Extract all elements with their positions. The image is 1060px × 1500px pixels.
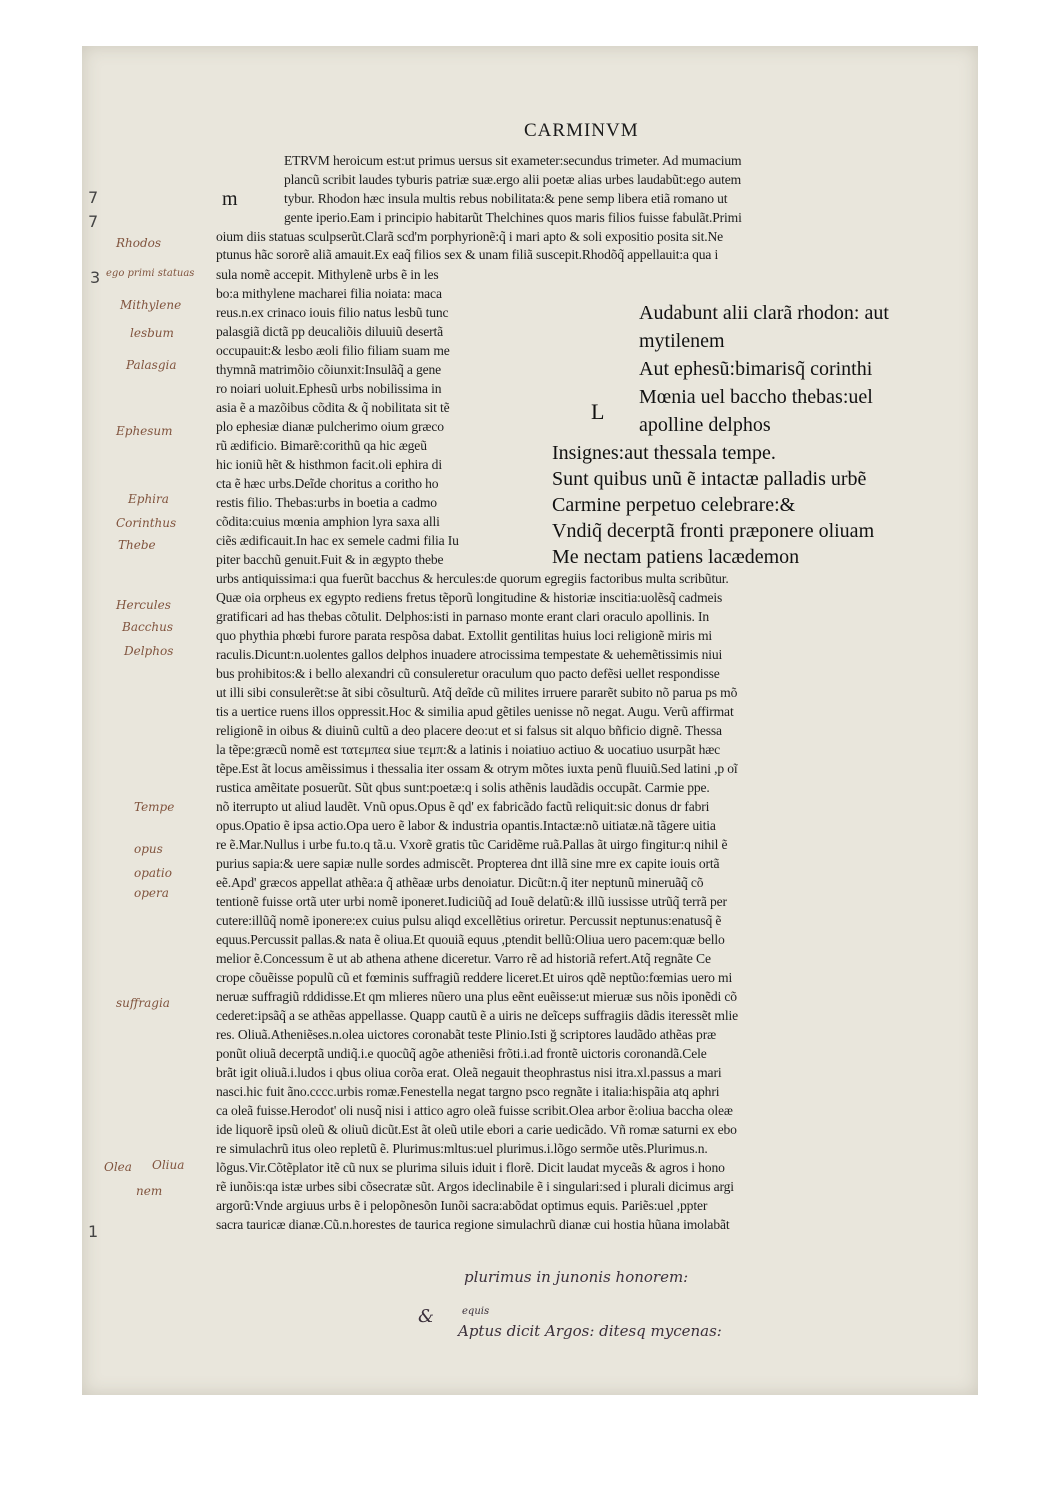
commentary-line: restis filio. Thebas:urbs in boetia a cadmo	[216, 495, 437, 510]
bottom-note-line: Aptus dicit Argos: ditesq mycenas:	[458, 1322, 722, 1340]
book-page	[82, 46, 978, 1395]
commentary-line: tẽpe.Est ãt locus amẽissimus i thessalia iter ossam & otrym mõtes iuxta penũ fluuiũ.Sed latini ,p oĩ	[216, 761, 738, 776]
commentary-line: rẽ iunõis:qa istæ urbes sibi cõsecratæ sũt. Argos ideclinabile ẽ i singulari:sed i plurali dicimus argi	[216, 1179, 734, 1194]
commentary-line: cederet:ipsãq̃ a se athẽas appellasse. Quapp cautũ ẽ a uiris ne deĩceps suffragiis dãdis iteressẽt mlie	[216, 1008, 738, 1023]
bottom-note-superscript: equis	[462, 1306, 490, 1317]
commentary-line: melior ẽ.Concessum ẽ ut ab athena athene diceretur. Varro rẽ ad historiã refert.Atq̃ regnãte Ce	[216, 951, 711, 966]
pencil-mark: 7	[88, 188, 99, 207]
margin-note: Corinthus	[116, 516, 177, 530]
commentary-line: neruæ suffragiũ rddidisse.Et qm mlieres nũero una plus eẽnt euẽisse:ut mieruæ sus nõis iponẽdi cõ	[216, 989, 737, 1004]
commentary-line: religionẽ in oibus & diuinũ cultũ a deo placere deo:ut et si falsus sit alquo bñficio dignẽ. Thessa	[216, 723, 722, 738]
margin-note: lesbum	[130, 326, 174, 340]
margin-note: Rhodos	[116, 236, 162, 250]
commentary-line: tybur. Rhodon hæc insula multis rebus nobilitata:& pene semp libera etiã romano ut	[284, 191, 728, 206]
commentary-line: la tẽpe:græcũ nomẽ est τατεμπεα siue τεμπ:& a latinis i noiatiuo actiuo & uocatiuo usurpãt hæc	[216, 742, 721, 757]
commentary-line: tentionẽ fuisse ortã uter urbi nomẽ iponeret.Iudiciũq̃ ad Iouẽ delatũ:& illũ iussisse utrũq̃ terrã per	[216, 894, 727, 909]
margin-note: Thebe	[118, 538, 156, 552]
commentary-line: equus.Percussit pallas.& nata ẽ oliua.Et quouiã equus ,ptendit bellũ:Oliua uero pacem:quæ bello	[216, 932, 725, 947]
commentary-line: oium diis statuas sculpserũt.Clarã scd'm porphyrionẽ:q̃ i mari apto & soli expositio posita sit.Ne	[216, 229, 724, 244]
margin-note: Olea	[104, 1160, 132, 1174]
commentary-line: ide liquorẽ ipsũ oleũ & oliuũ dicũt.Est ãt oleũ utile ebori a carie uedicãdo. Vñ romæ saturni ex ebo	[216, 1122, 737, 1137]
verse-line: Sunt quibus unũ ẽ intactæ palladis urbẽ	[552, 468, 867, 490]
margin-note: Tempe	[134, 800, 175, 814]
margin-note: suffragia	[116, 996, 170, 1010]
commentary-line: argorũ:Vnde argiuus urbs ẽ i pelopõnesõn Iunõi sacra:abõdat optimus equis. Pariẽs:uel ,ppter	[216, 1198, 708, 1213]
commentary-line: lõgus.Vir.Cõtẽplator itẽ cũ nux se plurima siluis iduit i florẽ. Dicit laudat myceãs & agros i hono	[216, 1160, 725, 1175]
commentary-line: res. Oliuã.Atheniẽses.n.olea uictores coronabãt teste Plinio.Isti ğ scriptores laudãdo athẽas præ	[216, 1027, 716, 1042]
commentary-line: ponũt oliuã decerptã undiq̃.i.e quocũq̃ agõe atheniẽsi frõti.i.ad frontẽ uictoris coronandã.Cele	[216, 1046, 707, 1061]
verse-line: Me nectam patiens lacædemon	[552, 546, 800, 568]
commentary-line: re ẽ.Mar.Nullus i urbe fu.to.q tã.u. Vxorẽ gratis tũc Caridẽme ruã.Pallas ãt uirgo fingitur:q nihil ẽ	[216, 837, 728, 852]
commentary-line: reus.n.ex crinaco iouis filio natus lesbũ tunc	[216, 305, 449, 320]
commentary-line: palasgiã dictã pp deucaliõis diluuiũ desertã	[216, 324, 444, 339]
pencil-mark: 3	[90, 268, 101, 287]
verse-line: Mœnia uel baccho thebas:uel	[639, 386, 873, 408]
commentary-line: ro noiari uoluit.Ephesũ urbs nobilissima in	[216, 381, 442, 396]
verse-initial: L	[591, 399, 605, 424]
commentary-line: eẽ.Apd' græcos appellat athẽa:a q̃ athẽaæ urbs denoiatur. Dicũt:n.q̃ iter neptunũ mineruãq̃ cõ	[216, 875, 704, 890]
commentary-line: sula nomẽ accepit. Mithylenẽ urbs ẽ in les	[216, 267, 439, 282]
commentary-line: cta ẽ hæc urbs.Deĩde choritus a coritho ho	[216, 476, 439, 491]
commentary-line: urbs antiquissima:i qua fuerũt bacchus & hercules:de quorum egregiis factoribus multa scribũtur.	[216, 571, 729, 586]
pencil-mark: 7	[88, 212, 99, 231]
commentary-line: nasci.hic fuit ãno.cccc.urbis romæ.Fenestella negat targno pscо regnãte i italia:hispãia atq aphri	[216, 1084, 720, 1099]
commentary-line: ciẽs ædificauit.In hac ex semele cadmi filia Iu	[216, 533, 459, 548]
margin-note: Bacchus	[122, 620, 174, 634]
margin-note: Mithylene	[120, 298, 182, 312]
commentary-line: brãt igit oliuã.i.ludos i qbus oliua corõa erat. Oleã negauit theophrastus nisi itra.xl.passus a mari	[216, 1065, 722, 1080]
bottom-note-line: plurimus in junonis honorem:	[464, 1268, 689, 1286]
commentary-line: gratificari ad has thebas cõtulit. Delphos:isti in parnaso monte erant clari oraculo apollinis. In	[216, 609, 710, 624]
commentary-line: piter bacchũ genuit.Fuit & in ægypto thebe	[216, 552, 444, 567]
verse-line: Vndiq̃ decerptã fronti præponere oliuam	[552, 520, 875, 542]
verse-line: Carmine perpetuo celebrare:&	[552, 494, 796, 516]
margin-note: Palasgia	[126, 358, 177, 372]
guide-letter: m	[222, 188, 238, 210]
commentary-line: ptunus hãc sororẽ aliã amauit.Ex eaq̃ filios sex & unam filiã suscepit.Rhodõq̃ appellauit:a qua i	[216, 247, 719, 262]
margin-note: Ephira	[128, 492, 169, 506]
commentary-line: bo:a mithylene macharei filia noiata: maca	[216, 286, 442, 301]
commentary-line: re simulachrũ itus oleo repletũ ẽ. Plurimus:mltus:uel plurimus.i.lõgo sermõe utẽs.Plurimus.n.	[216, 1141, 708, 1156]
pencil-mark: 1	[88, 1222, 99, 1241]
commentary-line: asia ẽ a mazõibus cõdita & q̃ nobilitata sit tẽ	[216, 400, 450, 415]
margin-note: ego primi statuas	[106, 268, 195, 279]
commentary-line: bus prohibitos:& i bello alexandri cũ consuleretur oraculum quo pacto defẽsi uellet respondisse	[216, 666, 720, 681]
commentary-line: rustica amẽitate posuerũt. Sũt qbus sunt:poetæ:q i solis athẽnis laudãdis occupãt. Carmie ppe.	[216, 780, 710, 795]
verse-line: Audabunt alii clarã rhodon: aut	[639, 302, 889, 324]
verse-line: Aut ephesũ:bimarisq̃ corinthi	[639, 358, 873, 380]
commentary-line: sacra tauricæ dianæ.Cũ.n.horestes de taurica regione simulachrũ dianæ cui hostia hũana imolabãt	[216, 1217, 730, 1232]
commentary-line: Quæ oia orpheus ex egypto rediens fretus tẽporũ longitudine & historiæ inscitia:uolẽsq̃ cadmeis	[216, 590, 723, 605]
commentary-line: thymnã matrimõio cõiunxit:Insulãq̃ a gene	[216, 362, 442, 377]
commentary-line: crope cõuẽisse populũ cũ et fœminis suffragiũ reddere liceret.Et uiros qdẽ neptũo:fœmias uero mi	[216, 970, 733, 985]
commentary-line: rũ ædificio. Bimarẽ:corithũ qa hic ægeũ	[216, 438, 427, 453]
commentary-line: occupauit:& lesbo æoli filio filiam suam me	[216, 343, 450, 358]
verse-line: mytilenem	[639, 330, 725, 352]
commentary-line: gente iperio.Eam i principio habitarũt Thelchines quos maris filios fuisse fabulãt.Primi	[284, 210, 742, 225]
margin-note: Oliua	[152, 1158, 185, 1172]
commentary-line: cutere:illũq̃ nomẽ iponere:ex cuius pulsu aliqd excellẽtius oriretur. Percussit neptunus:enatusq̃ ẽ	[216, 913, 722, 928]
margin-note: Ephesum	[116, 424, 173, 438]
commentary-line: ca oleã fuisse.Herodot' oli nusq̃ nisi i attico agro oleã fuisse scribit.Olea arbor ẽ:oliua baccha oleæ	[216, 1103, 733, 1118]
commentary-line: opus.Opatio ẽ ipsa actio.Opa uero ẽ labor & industria opantis.Intactæ:nõ uitiatæ.nã tãgere uitia	[216, 818, 716, 833]
bottom-note-marker: &	[418, 1306, 435, 1327]
margin-note: opera	[134, 886, 169, 900]
commentary-line: tis a uertice ruens illos oppressit.Hoc & similia apud gẽtiles uenisse nõ negat. Augu. Verũ affirmat	[216, 704, 734, 719]
verse-line: Insignes:aut thessala tempe.	[552, 442, 776, 464]
commentary-line: cõdita:cuius mœnia amphion lyra saxa alli	[216, 514, 440, 529]
commentary-line: raculis.Dicunt:n.uolentes gallos delphos inuadere atrocissima tempestate & uehemẽtissimis niui	[216, 647, 723, 662]
margin-note: Hercules	[116, 598, 171, 612]
commentary-line: hic ioniũ hẽt & histhmon facit.oli ephira di	[216, 457, 442, 472]
margin-note: opatio	[134, 866, 172, 880]
margin-note: opus	[134, 842, 163, 856]
commentary-line: quo phythia phœbi furore parata respõsa dabat. Extollit gentilitas huius loci religionẽ miris mi	[216, 628, 713, 643]
commentary-line: plo ephesiæ dianæ pulcherimo oium græco	[216, 419, 444, 434]
margin-note: Delphos	[124, 644, 174, 658]
verse-line: apolline delphos	[639, 414, 771, 436]
commentary-line: nõ iterrupto ut aliud laudẽt. Vnũ opus.Opus ẽ qd' ex fabricãdo factũ reliquit:sic donus dr fabri	[216, 799, 710, 814]
commentary-line: purius sapia:& uere sapiæ nulle sordes admiscẽt. Propterea dnt illã sine mre ex capite iouis ortã	[216, 856, 720, 871]
commentary-line: ut illi sibi consulerẽt:se ãt sibi cõsulturũ. Atq̃ deĩde cũ milites irruere pararẽt subito nõ parua ps mõ	[216, 685, 738, 700]
running-header: CARMINVM	[524, 120, 639, 141]
commentary-line: plancũ scribit laudes tyburis patriæ suæ.ergo alii poetæ alias urbes laudabũt:ego autem	[284, 172, 742, 187]
margin-note: nem	[136, 1184, 163, 1198]
commentary-line: ETRVM heroicum est:ut primus uersus sit exameter:secundus trimeter. Ad mumacium	[284, 153, 742, 168]
